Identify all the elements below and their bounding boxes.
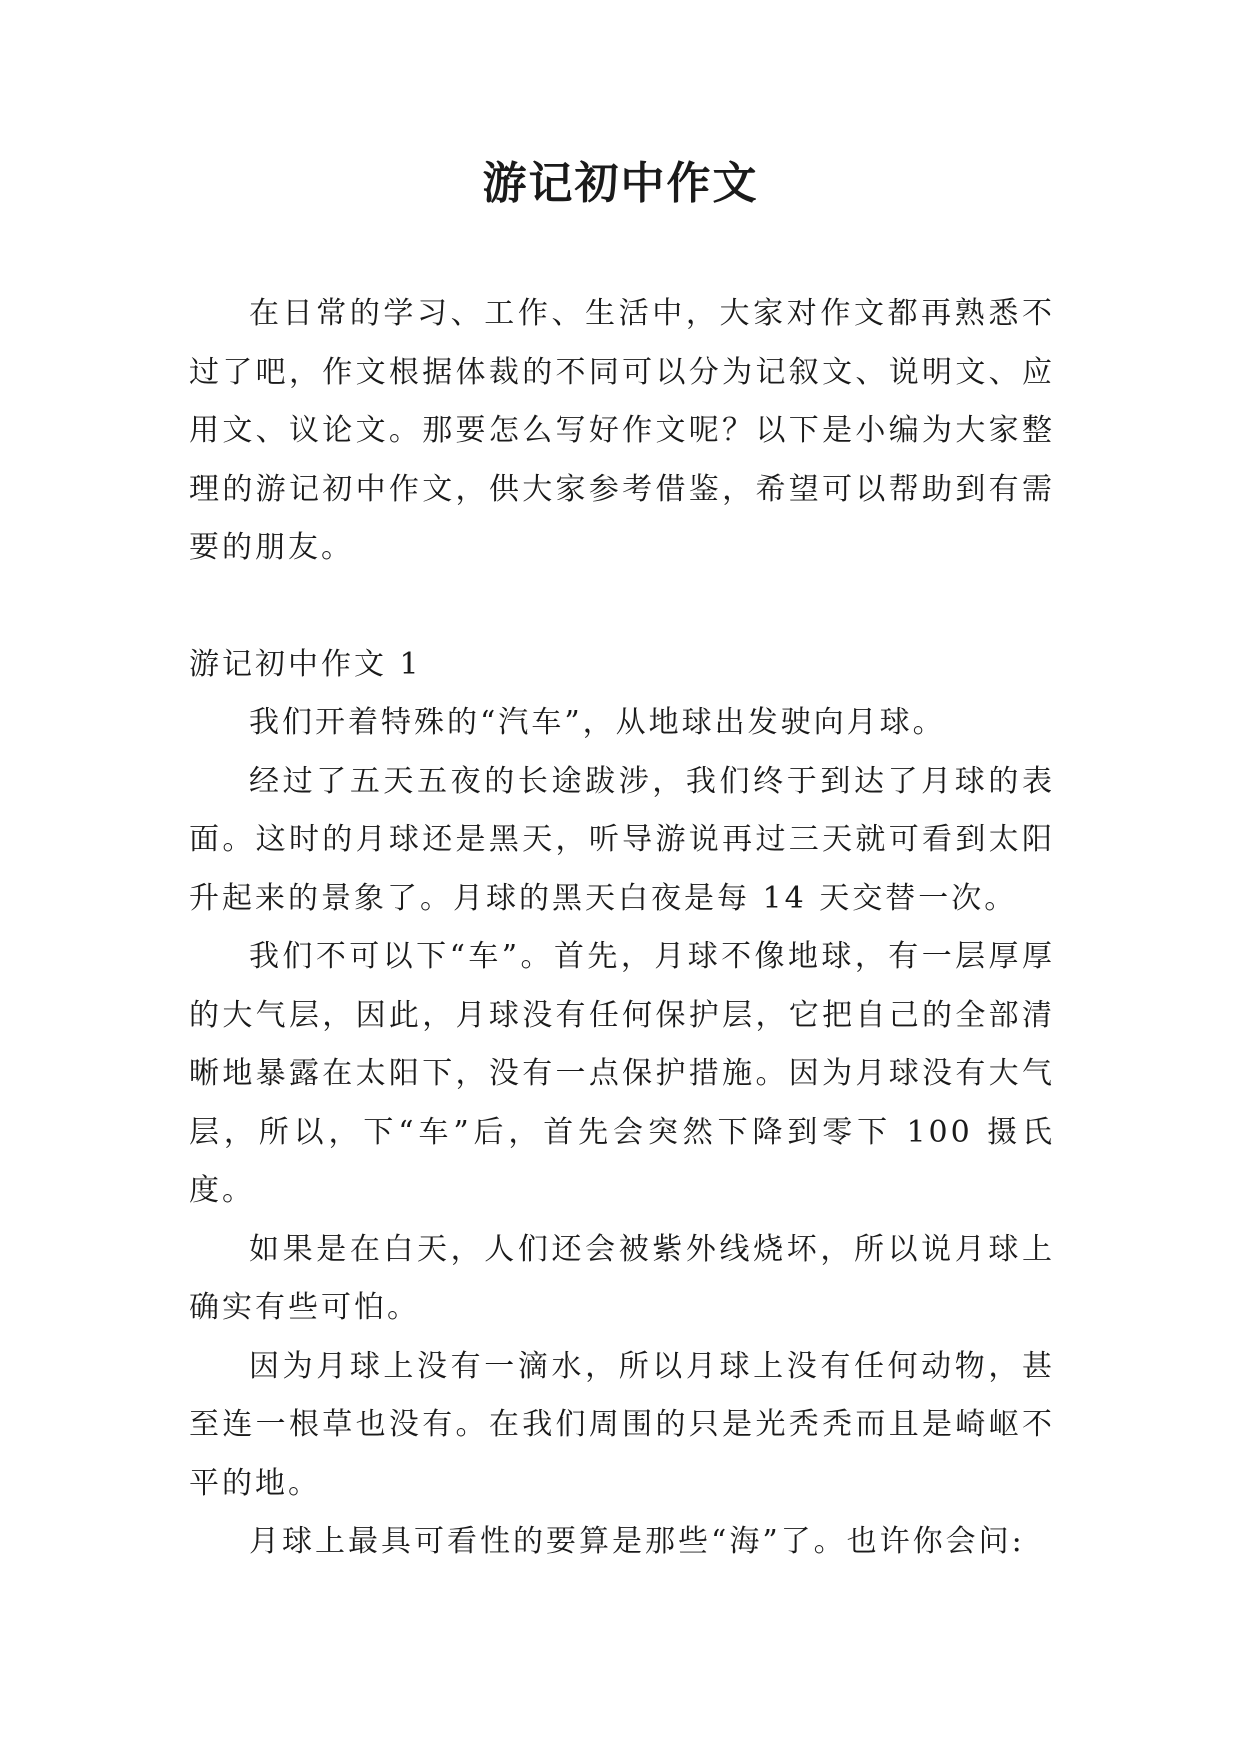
- body-paragraph: 月球上最具可看性的要算是那些“海”了。也许你会问:: [249, 1524, 1025, 1559]
- intro-paragraph: 在日常的学习、工作、生活中，大家对作文都再熟悉不过了吧，作文根据体裁的不同可以分为记叙文、说明文、应用文、议论文。那要怎么写好作文呢？以下是小编为大家整理的游记初中作文，供大家参考借鉴，希望可以帮助到有需要的朋友。: [189, 296, 1055, 565]
- body-paragraph: 如果是在白天，人们还会被紫外线烧坏，所以说月球上确实有些可怕。: [189, 1231, 1055, 1325]
- body-paragraph: 经过了五天五夜的长途跋涉，我们终于到达了月球的表面。这时的月球还是黑天，听导游说再过三天就可看到太阳升起来的景象了。月球的黑天白夜是每 14 天交替一次。: [189, 763, 1055, 916]
- document-title: 游记初中作文: [482, 158, 759, 209]
- section-heading: 游记初中作文 1: [189, 646, 422, 682]
- body-paragraph: 因为月球上没有一滴水，所以月球上没有任何动物，甚至连一根草也没有。在我们周围的只是光秃秃而且是崎岖不平的地。: [189, 1348, 1055, 1501]
- body-paragraph: 我们不可以下“车”。首先，月球不像地球，有一层厚厚的大气层，因此，月球没有任何保护层，它把自己的全部清晰地暴露在太阳下，没有一点保护措施。因为月球没有大气层，所以，下“车”后，首先会突然下降到零下 100 摄氏度。: [189, 939, 1055, 1208]
- document-body: [189, 285, 1055, 1572]
- body-paragraph: 我们开着特殊的“汽车”，从地球出发驶向月球。: [249, 705, 946, 740]
